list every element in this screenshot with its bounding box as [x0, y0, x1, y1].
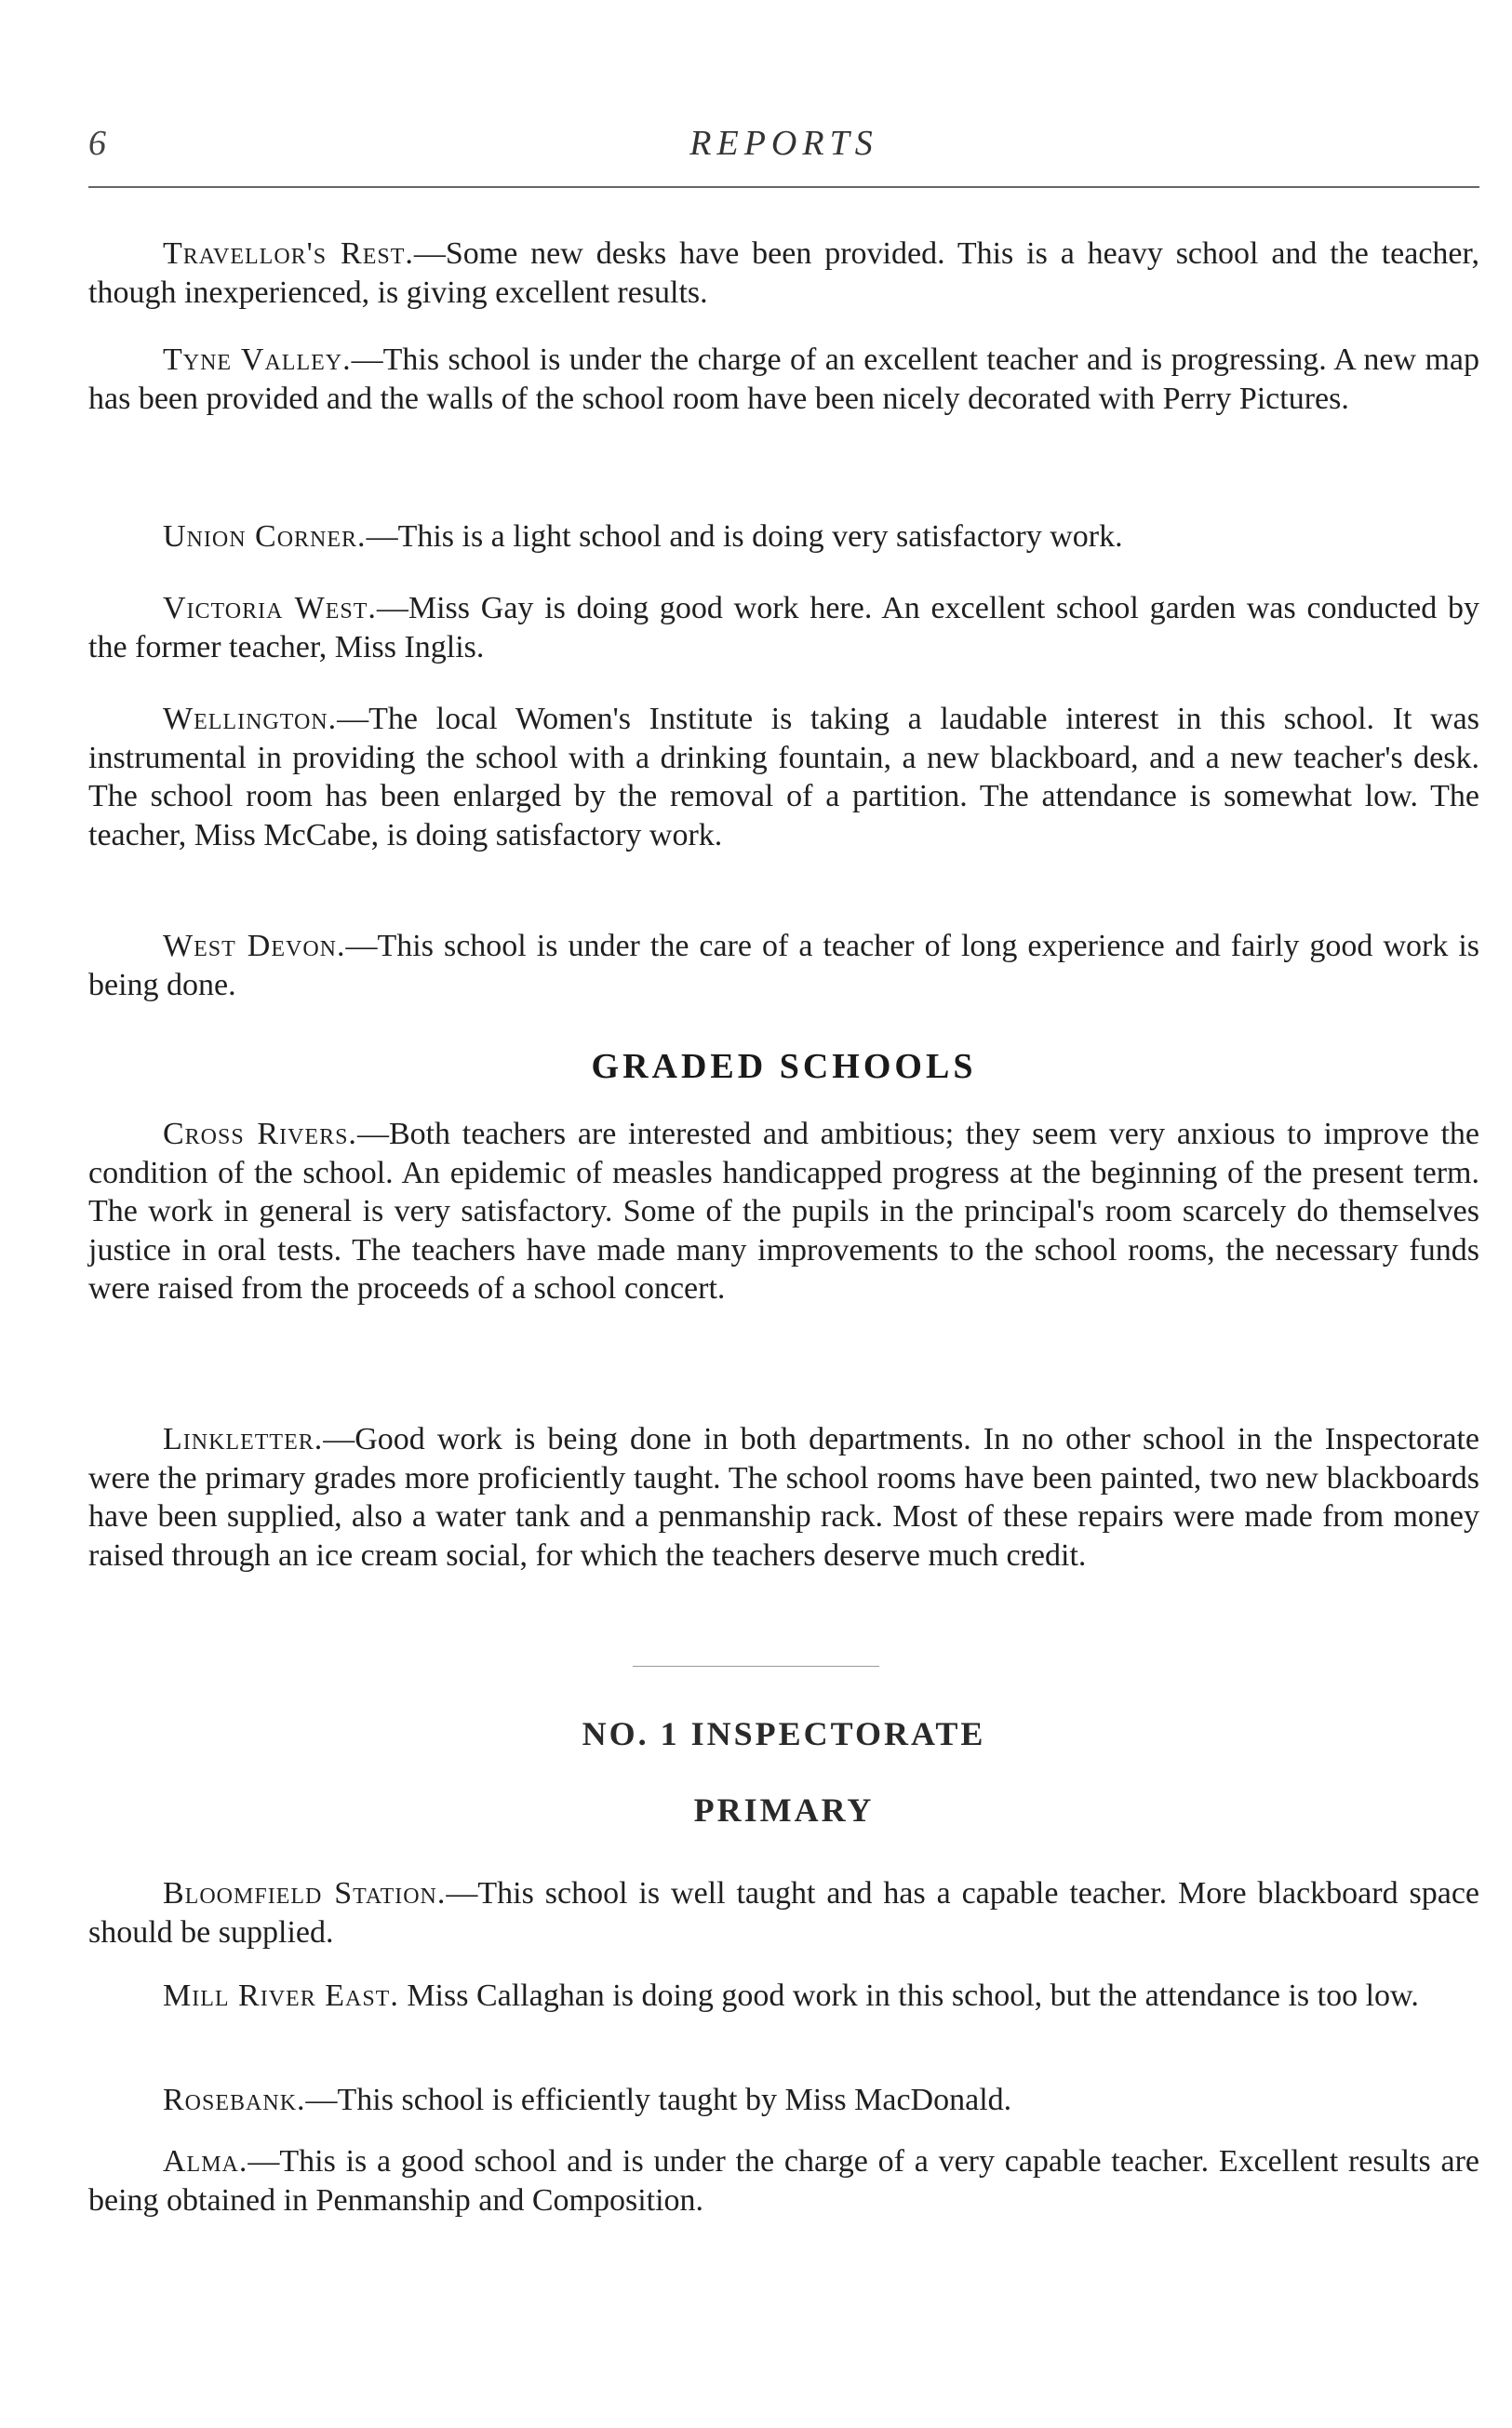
paragraph-text: Miss Callaghan is doing good work in this school, but the attendance is too low.	[398, 1979, 1419, 2013]
paragraph-wellington	[88, 700, 1479, 854]
paragraph-text: —This school is well taught and has a capable teacher. More blackboard space should be supplied.	[88, 1876, 1479, 1950]
running-head: REPORTS	[689, 124, 878, 163]
paragraph-text: —Miss Gay is doing good work here. An excellent school garden was conducted by the former teacher, Miss Inglis.	[88, 591, 1479, 664]
page-number: 6	[88, 124, 106, 163]
paragraph-text: —This is a light school and is doing very satisfactory work.	[366, 519, 1123, 554]
paragraph-cross-rivers	[88, 1115, 1479, 1308]
paragraph-lead: West Devon.	[163, 929, 346, 963]
paragraph-lead: Travellor's Rest.	[163, 236, 414, 271]
section-heading-graded-schools: GRADED SCHOOLS	[591, 1047, 977, 1086]
page-header	[88, 123, 1479, 188]
paragraph-text: —Both teachers are interested and ambitious; they seem very anxious to improve the condition of the school. An epidemic of measles handicapped progress at the beginning of the present term. The work in general is very satisfactory. Some of the pupils in the principal's room scarcely do themselves justice in oral tests. The teachers have made many improvements to the school rooms, the necessary funds were raised from the proceeds of a school concert.	[88, 1117, 1479, 1306]
paragraph-rosebank	[88, 2081, 1479, 2120]
paragraph-lead: Victoria West.	[163, 591, 377, 625]
paragraph-lead: Cross Rivers.	[163, 1117, 357, 1151]
paragraph-alma	[88, 2142, 1479, 2220]
paragraph-bloomfield-station	[88, 1874, 1479, 1952]
paragraph-lead: Mill River East.	[163, 1979, 399, 2013]
paragraph-text: —Good work is being done in both departments. In no other school in the Inspectorate were the primary grades more proficiently taught. The school rooms have been painted, two new blackboards have been supplied, also a water tank and a penmanship rack. Most of these repairs were made from money raised through an ice cream social, for which the teachers deserve much credit.	[88, 1422, 1479, 1573]
paragraph-travellors-rest	[88, 235, 1479, 312]
paragraph-lead: Linkletter.	[163, 1422, 324, 1456]
paragraph-lead: Rosebank.	[163, 2083, 306, 2117]
paragraph-text: —The local Women's Institute is taking a laudable interest in this school. It was instrumental in providing the school with a drinking fountain, a new blackboard, and a new teacher's desk. The school room has been enlarged by the removal of a partition. The attendance is somewhat low. The teacher, Miss McCabe, is doing satisfactory work.	[88, 702, 1479, 852]
paragraph-mill-river-east	[88, 1977, 1479, 2016]
paragraph-lead: Tyne Valley.	[163, 342, 352, 377]
paragraph-tyne-valley	[88, 341, 1479, 418]
paragraph-lead: Bloomfield Station.	[163, 1876, 447, 1911]
section-heading-primary: PRIMARY	[693, 1791, 875, 1829]
section-divider	[633, 1666, 879, 1667]
paragraph-union-corner	[88, 517, 1479, 557]
paragraph-victoria-west	[88, 589, 1479, 666]
paragraph-lead: Wellington.	[163, 702, 338, 736]
paragraph-text: —This school is under the care of a teacher of long experience and fairly good work is being done.	[88, 929, 1480, 1002]
header-rule	[88, 186, 1479, 188]
paragraph-lead: Alma.	[163, 2144, 248, 2179]
paragraph-west-devon	[88, 927, 1479, 1004]
paragraph-text: —This is a good school and is under the charge of a very capable teacher. Excellent results are being obtained in Penmanship and Composition.	[88, 2144, 1479, 2218]
paragraph-linkletter	[88, 1420, 1479, 1575]
paragraph-lead: Union Corner.	[163, 519, 367, 554]
section-heading-inspectorate: NO. 1 INSPECTORATE	[582, 1715, 986, 1752]
paragraph-text: —This school is efficiently taught by Miss MacDonald.	[305, 2083, 1012, 2117]
paragraph-text: —Some new desks have been provided. This is a heavy school and the teacher, though inexperienced, is giving excellent results.	[88, 236, 1479, 310]
paragraph-text: —This school is under the charge of an excellent teacher and is progressing. A new map has been provided and the walls of the school room have been nicely decorated with Perry Pictures.	[88, 342, 1479, 416]
